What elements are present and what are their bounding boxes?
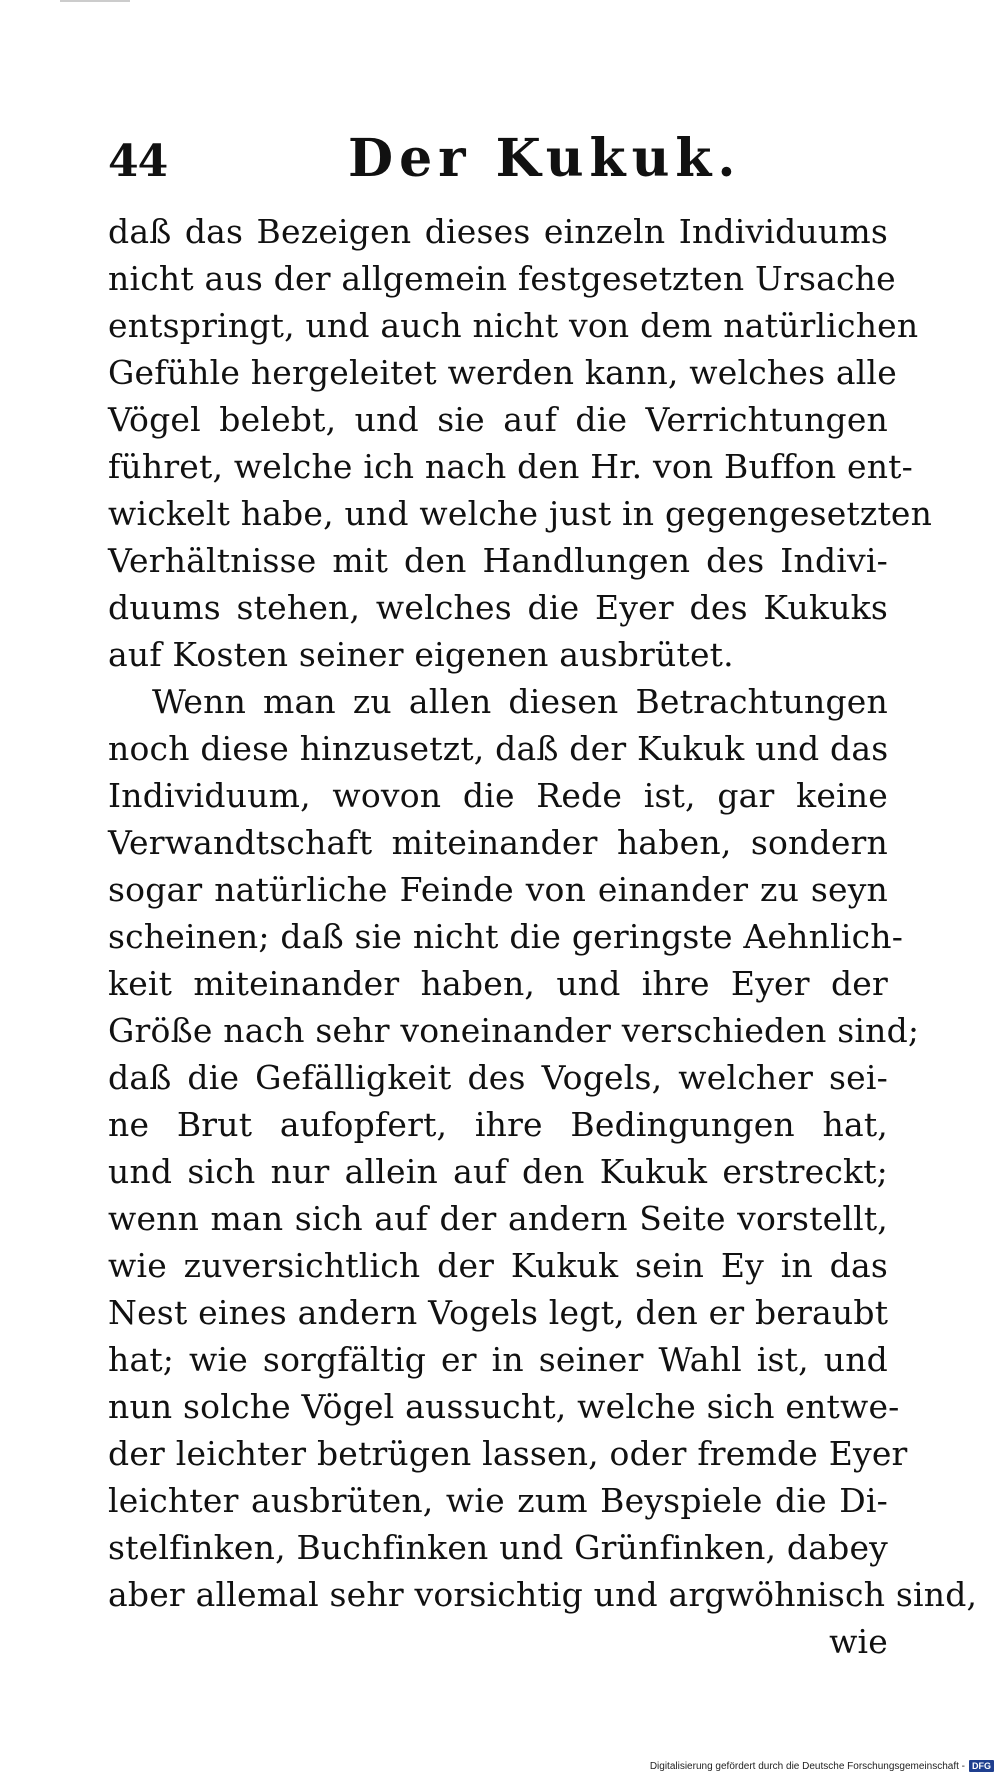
catchword: wie [829,1622,888,1661]
text-line: sogar natürliche Feinde von einander zu seyn [108,870,888,909]
text-line: duums stehen, welches die Eyer des Kukuks [108,588,888,627]
text-line: führet, welche ich nach den Hr. von Buffon ent- [108,447,913,486]
text-line: Vögel belebt, und sie auf die Verrichtungen [108,400,888,439]
text-line: leichter ausbrüten, wie zum Beyspiele die Di- [108,1481,888,1520]
text-line: Verwandtschaft miteinander haben, sondern [108,823,888,862]
footer-text: Digitalisierung gefördert durch die Deutsche Forschungsgemeinschaft - [649,1760,965,1772]
text-line: entspringt, und auch nicht von dem natürlichen [108,306,919,345]
text-line: hat; wie sorgfältig er in seiner Wahl ist, und [108,1340,888,1379]
scan-edge-mark [60,0,130,2]
text-line: Größe nach sehr voneinander verschieden sind; [108,1011,920,1050]
text-line: auf Kosten seiner eigenen ausbrütet. [108,635,734,674]
text-line: daß die Gefälligkeit des Vogels, welcher sei- [108,1058,888,1097]
text-line: stelfinken, Buchfinken und Grünfinken, dabey [108,1528,889,1567]
text-line: Wenn man zu allen diesen Betrachtungen [152,682,888,721]
text-line: wickelt habe, und welche just in gegengesetzten [108,494,933,533]
text-line: und sich nur allein auf den Kukuk erstreckt; [108,1152,888,1191]
digitization-footer [650,1760,994,1772]
body-text [108,208,978,1665]
text-line: wenn man sich auf der andern Seite vorstellt, [108,1199,888,1238]
text-line: noch diese hinzusetzt, daß der Kukuk und das [108,729,889,768]
text-line: ne Brut aufopfert, ihre Bedingungen hat, [108,1105,888,1144]
text-line: der leichter betrügen lassen, oder fremde Eyer [108,1434,908,1473]
text-line: Individuum, wovon die Rede ist, gar keine [108,776,888,815]
text-line: nicht aus der allgemein festgesetzten Ursache [108,259,896,298]
text-line: Gefühle hergeleitet werden kann, welches alle [108,353,898,392]
text-line: daß das Bezeigen dieses einzeln Individuums [108,212,888,251]
text-line: wie zuversichtlich der Kukuk sein Ey in das [108,1246,888,1285]
text-line: Nest eines andern Vogels legt, den er beraubt [108,1293,889,1332]
text-line: keit miteinander haben, und ihre Eyer der [108,964,888,1003]
text-line: nun solche Vögel aussucht, welche sich entwe- [108,1387,900,1426]
page-number: 44 [108,136,168,187]
text-line: Verhältnisse mit den Handlungen des Indivi- [108,541,888,580]
running-title: Der Kukuk. [348,128,742,189]
dfg-logo-icon: DFG [969,1760,994,1772]
text-line: aber allemal sehr vorsichtig und argwöhnisch sind, [108,1575,978,1614]
text-line: scheinen; daß sie nicht die geringste Aehnlich- [108,917,904,956]
page-header [108,128,888,198]
